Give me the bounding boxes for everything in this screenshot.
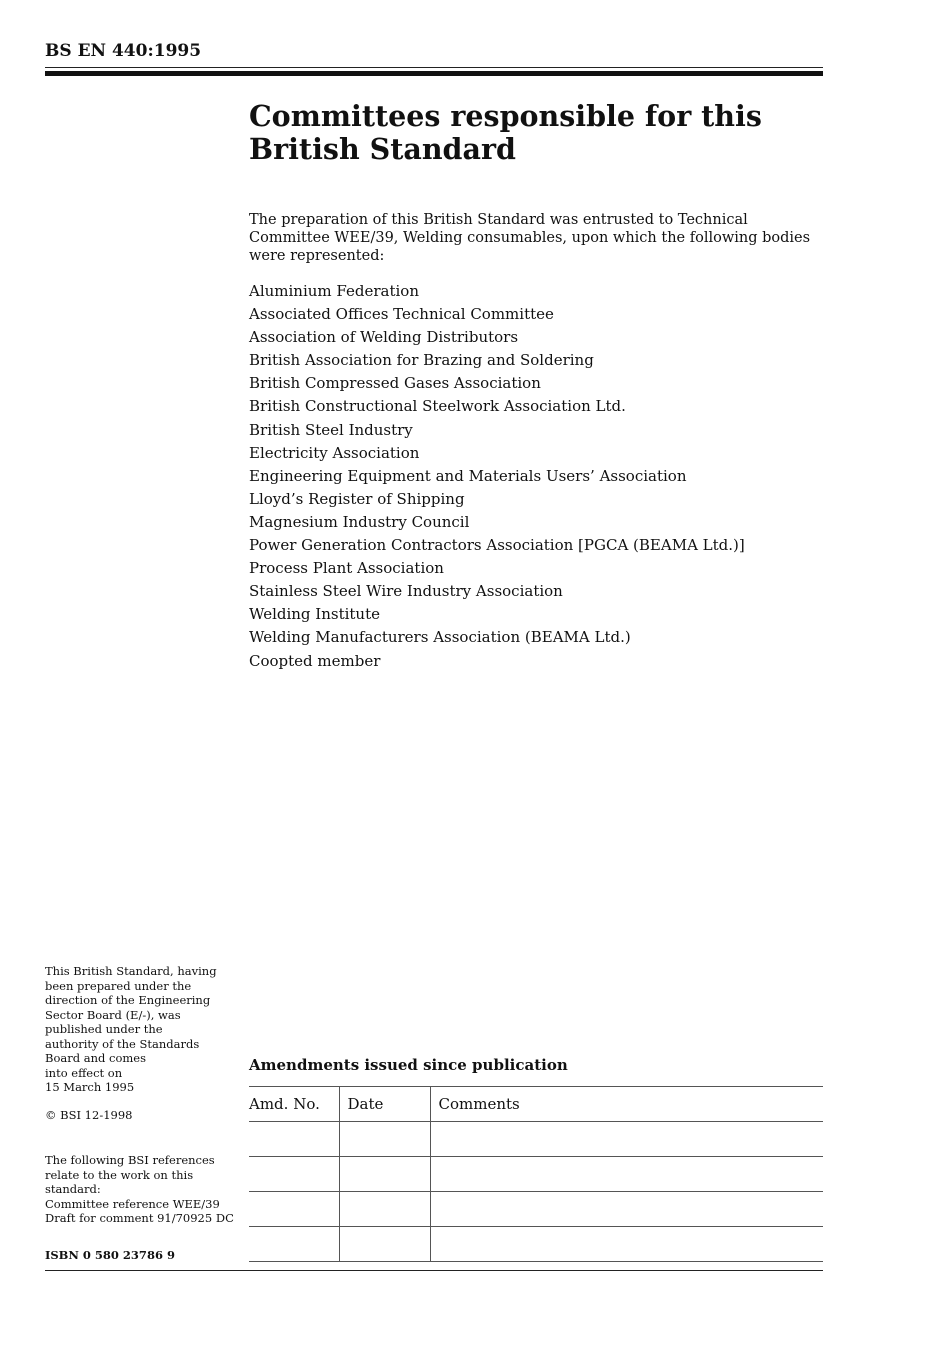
table-cell <box>249 1227 339 1262</box>
body-item: Lloyd’s Register of Shipping <box>249 489 465 508</box>
table-cell <box>249 1192 339 1227</box>
header-rule-thin <box>45 67 823 68</box>
table-header-row <box>249 1087 823 1122</box>
header-rule-thick <box>45 71 823 76</box>
body-item: Association of Welding Distributors <box>249 328 519 347</box>
column-header-amd-no: Amd. No. <box>249 1087 339 1122</box>
body-item: British Compressed Gases Association <box>249 374 541 393</box>
table-cell <box>249 1122 339 1157</box>
body-item: Magnesium Industry Council <box>249 512 470 531</box>
amendments-title: Amendments issued since publication <box>249 1056 568 1074</box>
body-item: Electricity Association <box>249 443 420 462</box>
body-item: Welding Manufacturers Association (BEAMA Ltd.) <box>249 628 631 647</box>
body-item: Stainless Steel Wire Industry Association <box>249 582 563 601</box>
column-header-date: Date <box>339 1087 430 1122</box>
page-title <box>249 100 762 166</box>
body-item: British Association for Brazing and Soldering <box>249 351 594 370</box>
table-row <box>249 1192 823 1227</box>
body-item: British Steel Industry <box>249 420 413 439</box>
represented-bodies-list <box>249 281 745 674</box>
table-cell <box>430 1157 823 1192</box>
table-cell <box>430 1192 823 1227</box>
table-row <box>249 1157 823 1192</box>
table-cell <box>430 1227 823 1262</box>
copyright-note: © BSI 12-1998 <box>45 1108 133 1122</box>
intro-paragraph: The preparation of this British Standard was entrusted to Technical Committee WEE/39, Welding consumables, upon which the following bodies were represented: <box>249 212 811 264</box>
body-item: Engineering Equipment and Materials Users’ Association <box>249 466 687 485</box>
page-title-line-1: Committees responsible for this <box>249 99 762 133</box>
isbn: ISBN 0 580 23786 9 <box>45 1248 175 1262</box>
column-header-comments: Comments <box>430 1087 823 1122</box>
body-item: British Constructional Steelwork Association Ltd. <box>249 397 626 416</box>
table-cell <box>339 1122 430 1157</box>
table-cell <box>249 1157 339 1192</box>
body-item: Coopted member <box>249 651 381 670</box>
page-title-line-2: British Standard <box>249 132 516 166</box>
publication-note: This British Standard, having been prepared under the direction of the Engineering Sector Board (E/-), was published under the authority of the Standards Board and comes into effect on 15 March 1995 <box>45 964 217 1094</box>
body-item: Power Generation Contractors Association [PGCA (BEAMA Ltd.)] <box>249 536 745 555</box>
table-row <box>249 1122 823 1157</box>
table-cell <box>339 1227 430 1262</box>
footer-rule <box>45 1270 823 1271</box>
table-cell <box>339 1157 430 1192</box>
bsi-references: The following BSI references relate to the work on this standard: Committee reference WEE/39 Draft for comment 91/70925 DC <box>45 1153 234 1225</box>
body-item: Associated Offices Technical Committee <box>249 305 554 324</box>
table-cell <box>430 1122 823 1157</box>
document-id: BS EN 440:1995 <box>45 41 202 61</box>
body-item: Welding Institute <box>249 605 381 624</box>
amendments-table <box>249 1086 823 1262</box>
body-item: Aluminium Federation <box>249 282 419 300</box>
table-cell <box>339 1192 430 1227</box>
body-item: Process Plant Association <box>249 559 444 578</box>
table-row <box>249 1227 823 1262</box>
